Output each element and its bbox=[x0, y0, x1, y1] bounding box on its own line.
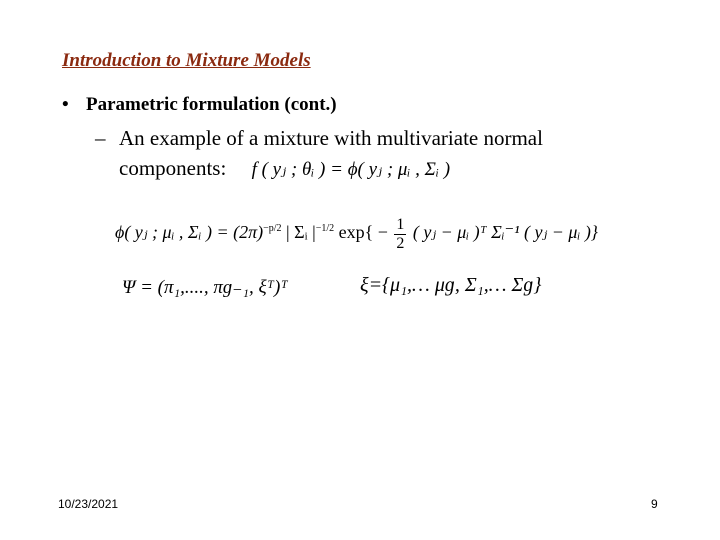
bullet-text: Parametric formulation (cont.) bbox=[86, 94, 337, 115]
psi-definition: Ψ = (π₁,...., πɡ₋₁, ξᵀ)ᵀ bbox=[122, 277, 288, 298]
normal-exp-word: exp{ − bbox=[338, 222, 388, 243]
normal-density-left: ϕ( yⱼ ; μᵢ , Σᵢ ) = (2π) bbox=[115, 222, 264, 243]
sub-bullet-continuation bbox=[119, 156, 450, 181]
bullet-item bbox=[62, 94, 337, 116]
one-half-fraction bbox=[394, 216, 406, 252]
slide-title: Introduction to Mixture Models bbox=[62, 50, 311, 71]
sub-bullet-line2: components: bbox=[119, 156, 227, 180]
fraction-denominator: 2 bbox=[396, 234, 405, 252]
sub-bullet-line1: An example of a mixture with multivariate normal bbox=[119, 126, 543, 150]
fraction-numerator: 1 bbox=[396, 216, 405, 233]
dash-icon: – bbox=[95, 126, 106, 150]
psi-equation bbox=[122, 276, 288, 299]
xi-definition: ξ={μ₁,… μɡ, Σ₁,… Σɡ} bbox=[360, 274, 542, 296]
normal-determinant: | Σᵢ | bbox=[286, 222, 316, 243]
page-number: 9 bbox=[651, 497, 658, 511]
normal-exponent-p: −p/2 bbox=[263, 223, 282, 235]
sub-bullet bbox=[95, 126, 543, 151]
footer-date: 10/23/2021 bbox=[58, 497, 119, 511]
normal-exponent-half: −1/2 bbox=[315, 223, 335, 235]
xi-equation bbox=[360, 274, 541, 297]
normal-density-right: ( yⱼ − μᵢ )ᵀ Σᵢ⁻¹ ( yⱼ − μᵢ )} bbox=[412, 222, 599, 243]
bullet-icon: • bbox=[62, 94, 69, 115]
component-density-equation: f ( yⱼ ; θᵢ ) = ϕ( yⱼ ; μᵢ , Σᵢ ) bbox=[251, 159, 451, 180]
normal-density-equation bbox=[115, 216, 598, 252]
